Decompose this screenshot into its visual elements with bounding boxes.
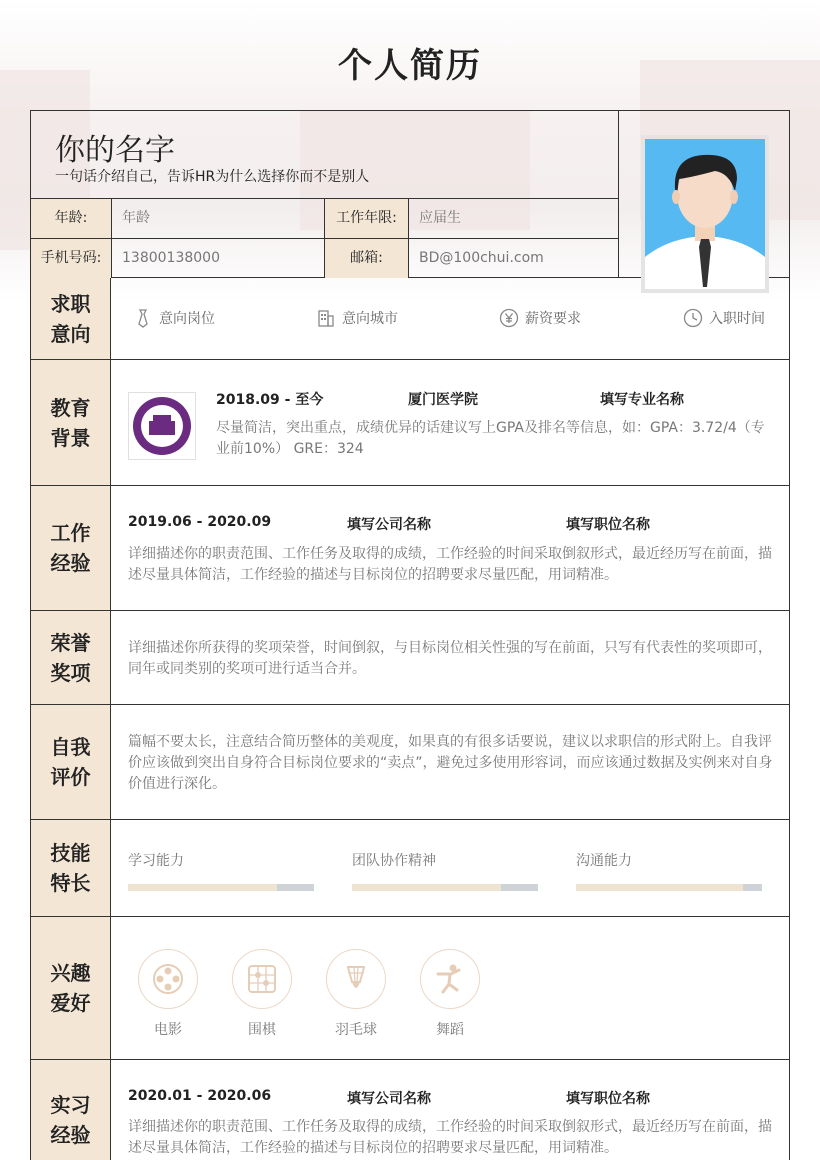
- skill-item[interactable]: [576, 850, 762, 891]
- email-label: 邮箱:: [325, 239, 409, 278]
- phone-value[interactable]: 13800138000: [112, 239, 325, 278]
- internship-description[interactable]: 详细描述你的职责范围、工作任务及取得的成绩，工作经验的时间采取倒叙形式，最近经历写在前面，描述尽量具体简洁，工作经验的描述与目标岗位的招聘要求尽量匹配，用词精准。: [128, 1119, 772, 1156]
- internship-period[interactable]: 2020.01 - 2020.06: [128, 1088, 272, 1104]
- internship-company[interactable]: 填写公司名称: [347, 1091, 431, 1107]
- label-line-2: 意向: [50, 321, 91, 346]
- label-line-1: 实习: [50, 1093, 91, 1117]
- label-line-1: 教育: [50, 395, 91, 420]
- years-value[interactable]: 应届生: [419, 210, 461, 226]
- skill-bar: [576, 884, 762, 891]
- section-intent: [31, 278, 789, 360]
- candidate-name[interactable]: 你的名字: [55, 133, 175, 168]
- film-reel-icon: [138, 949, 198, 1009]
- profile-info: [31, 111, 619, 278]
- shuttlecock-icon: [326, 949, 386, 1009]
- label-line-2: 经验: [50, 1123, 91, 1147]
- label-line-1: 荣誉: [50, 630, 91, 655]
- intent-salary[interactable]: [499, 308, 581, 328]
- label-line-2: 奖项: [50, 660, 91, 685]
- go-board-icon: [232, 949, 292, 1009]
- profile-header: [31, 111, 789, 278]
- label-line-2: 爱好: [50, 991, 91, 1015]
- label-line-2: 评价: [50, 765, 91, 789]
- age-value[interactable]: 年龄: [112, 199, 325, 238]
- intent-salary-text: 薪资要求: [525, 311, 581, 327]
- intent-position[interactable]: [133, 308, 215, 328]
- edu-major[interactable]: 填写专业名称: [600, 392, 684, 408]
- label-line-1: 工作: [50, 521, 91, 545]
- label-line-2: 特长: [50, 871, 91, 895]
- avatar[interactable]: [641, 135, 769, 293]
- work-company[interactable]: 填写公司名称: [347, 517, 431, 533]
- intent-city[interactable]: [316, 308, 398, 328]
- label-line-1: 兴趣: [50, 961, 91, 985]
- years-label: 工作年限:: [325, 199, 409, 238]
- section-label: [31, 705, 111, 819]
- info-row-age: [31, 198, 619, 238]
- section-label: [31, 360, 111, 485]
- section-label: [31, 486, 111, 610]
- edu-description[interactable]: 尽量简洁，突出重点，成绩优异的话建议写上GPA及排名等信息，如：GPA：3.72/4（专业前10%） GRE：324: [216, 420, 765, 457]
- section-label: [31, 1060, 111, 1160]
- hobby-name: 围棋: [248, 1022, 276, 1038]
- section-label: [31, 611, 111, 704]
- hobby-item[interactable]: [227, 949, 297, 1039]
- work-description[interactable]: 详细描述你的职责范围、工作任务及取得的成绩，工作经验的时间采取倒叙形式，最近经历写在前面，描述尽量具体简洁，工作经验的描述与目标岗位的招聘要求尽量匹配，用词精准。: [128, 546, 772, 583]
- hobby-item[interactable]: [415, 949, 485, 1039]
- section-self-evaluation: [31, 705, 789, 820]
- edu-period[interactable]: 2018.09 - 至今: [216, 392, 324, 408]
- building-icon: [316, 308, 336, 328]
- hobby-item[interactable]: [321, 949, 391, 1039]
- school-logo: [128, 392, 196, 460]
- section-internship: [31, 1060, 789, 1160]
- internship-position[interactable]: 填写职位名称: [566, 1091, 650, 1107]
- hobby-name: 电影: [154, 1022, 182, 1038]
- section-label: [31, 917, 111, 1059]
- label-line-1: 自我: [50, 735, 91, 759]
- section-label: [31, 278, 111, 359]
- label-line-2: 经验: [50, 551, 91, 575]
- awards-description[interactable]: 详细描述你所获得的奖项荣誉，时间倒叙，与目标岗位相关性强的写在前面，只写有代表性的奖项即可，同年或同类别的奖项可进行适当合并。: [128, 640, 772, 677]
- section-skills: [31, 820, 789, 917]
- skill-bar-fill: [128, 884, 277, 891]
- info-row-contact: [31, 238, 619, 278]
- dancer-icon: [420, 949, 480, 1009]
- skill-item[interactable]: [128, 850, 314, 891]
- yen-icon: [499, 308, 519, 328]
- resume-sheet: [30, 110, 790, 1160]
- intent-start[interactable]: [683, 308, 765, 328]
- skill-name: 学习能力: [128, 853, 184, 869]
- skill-bar-fill: [576, 884, 743, 891]
- work-position[interactable]: 填写职位名称: [566, 517, 650, 533]
- label-line-1: 求职: [50, 291, 91, 316]
- email-value[interactable]: BD@100chui.com: [419, 250, 544, 266]
- tie-icon: [133, 308, 153, 328]
- hobby-name: 舞蹈: [436, 1022, 464, 1038]
- work-period[interactable]: 2019.06 - 2020.09: [128, 514, 272, 530]
- age-label: 年龄:: [31, 199, 112, 238]
- intent-city-text: 意向城市: [342, 311, 398, 327]
- skill-item[interactable]: [352, 850, 538, 891]
- phone-label: 手机号码:: [31, 239, 112, 278]
- skill-name: 沟通能力: [576, 853, 632, 869]
- intent-start-text: 入职时间: [709, 311, 765, 327]
- skill-bar-fill: [352, 884, 501, 891]
- hobby-name: 羽毛球: [335, 1022, 377, 1038]
- skill-name: 团队协作精神: [352, 853, 436, 869]
- section-label: [31, 820, 111, 916]
- label-line-1: 技能: [50, 841, 91, 865]
- section-awards: [31, 611, 789, 705]
- page-title: 个人简历: [338, 46, 482, 86]
- skill-bar: [352, 884, 538, 891]
- self-evaluation-description[interactable]: 篇幅不要太长，注意结合简历整体的美观度，如果真的有很多话要说，建议以求职信的形式附上。自我评价应该做到突出自身符合目标岗位要求的“卖点”，避免过多使用形容词，而应该通过数据及实例来对自身价值进行深化。: [128, 734, 773, 792]
- section-hobbies: [31, 917, 789, 1060]
- section-work: [31, 486, 789, 611]
- skill-bar: [128, 884, 314, 891]
- candidate-tagline[interactable]: 一句话介绍自己，告诉HR为什么选择你而不是别人: [55, 169, 370, 185]
- intent-position-text: 意向岗位: [159, 311, 215, 327]
- label-line-2: 背景: [50, 425, 91, 450]
- section-education: [31, 360, 789, 486]
- clock-icon: [683, 308, 703, 328]
- hobby-item[interactable]: [133, 949, 203, 1039]
- edu-school[interactable]: 厦门医学院: [408, 392, 478, 408]
